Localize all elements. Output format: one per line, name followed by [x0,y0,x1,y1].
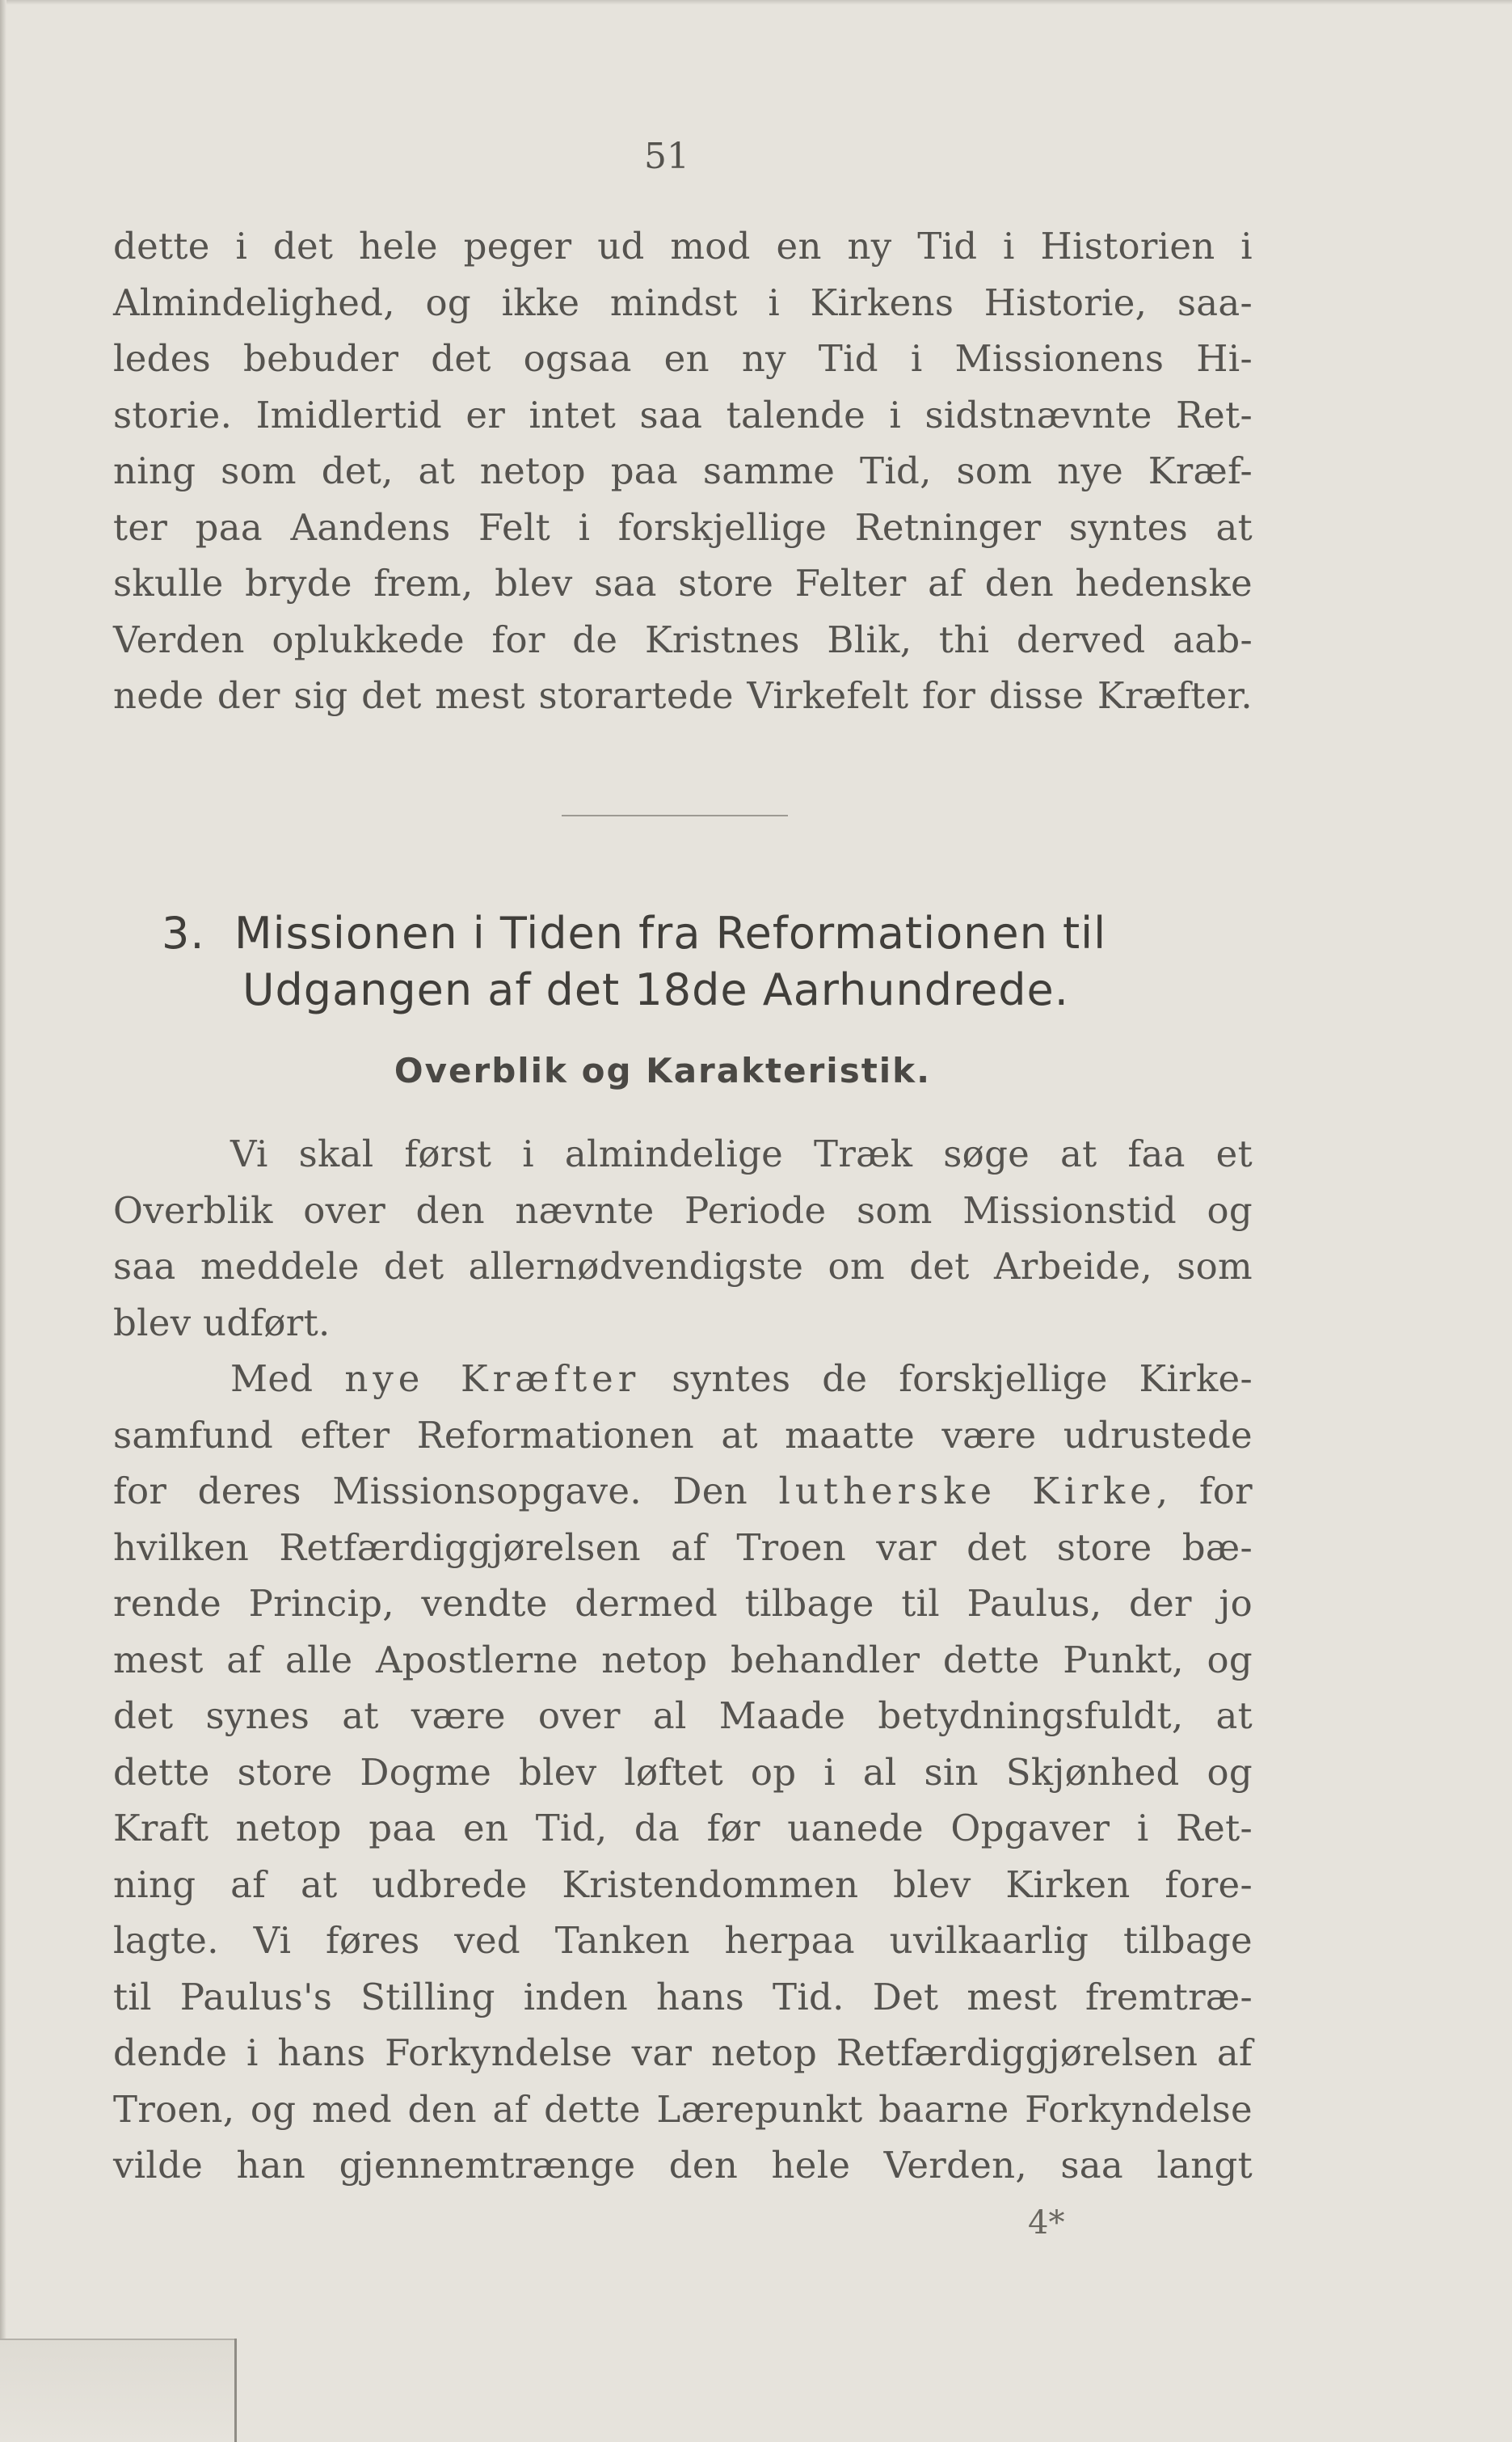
text-line: blev udført. [113,1301,331,1344]
emphasis-text: lutherske Kirke [778,1470,1156,1512]
text-line: til Paulus's Stilling inden hans Tid. Det mest fremtræ- [113,1975,1253,2018]
text-line [113,1351,1253,1407]
paragraph-overview [113,1126,1253,1351]
text-run: Med [230,1357,345,1400]
section-heading [162,905,1277,1019]
page-corner-edge [0,2339,234,2340]
section-title-part-2: Udgangen af det 18de Aarhundrede. [242,964,1069,1015]
text-line: nede der sig det mest storartede Virkefelt for disse Kræfter. [113,674,1253,717]
page-corner-edge-vertical [234,2339,237,2442]
text-run: , for [1156,1470,1253,1512]
text-line: Vi skal først i almindelige Træk søge at faa et [230,1132,1253,1175]
text-line: mest af alle Apostlerne netop behandler dette Punkt, og [113,1638,1253,1681]
text-line: hvilken Retfærdiggjørelsen af Troen var det store bæ- [113,1525,1253,1569]
text-run: syntes de forskjellige Kirke- [640,1357,1253,1400]
section-number: 3. [162,908,205,959]
text-line: samfund efter Reformationen at maatte være udrustede [113,1413,1253,1457]
text-line: ning som det, at netop paa samme Tid, som nye Kræf- [113,449,1253,492]
section-subheading: Overblik og Karakteristik. [394,1051,932,1090]
text-line: Verden oplukkede for de Kristnes Blik, thi derved aab- [113,618,1253,661]
text-line: Kraft netop paa en Tid, da før uanede Opgaver i Ret- [113,1807,1253,1849]
text-line: Overblik over den nævnte Periode som Missionstid og [113,1188,1253,1232]
text-line: vilde han gjennemtrænge den hele Verden, saa langt [113,2144,1253,2187]
text-line: storie. Imidlertid er intet saa talende i sidstnævnte Ret- [113,393,1253,437]
paragraph-lutheran-church [113,1351,1253,2194]
text-line: dette i det hele peger ud mod en ny Tid i Historien i [113,225,1253,268]
page-edge-top [0,0,1512,5]
text-line: saa meddele det allernødvendigste om det Arbeide, som [113,1245,1253,1288]
text-line: det synes at være over al Maade betydningsfuldt, at [113,1694,1253,1737]
signature-mark: 4* [1028,2204,1065,2242]
page-number: 51 [644,136,689,177]
text-line: ter paa Aandens Felt i forskjellige Retninger syntes at [113,505,1253,549]
text-line: dette store Dogme blev løftet op i al sin Skjønhed og [113,1750,1253,1794]
text-line [113,1463,1253,1520]
text-line: lagte. Vi føres ved Tanken herpaa uvilkaarlig tilbage [113,1919,1253,1962]
text-line: Almindelighed, og ikke mindst i Kirkens Historie, saa- [113,280,1253,324]
intro-paragraph [113,218,1253,724]
section-divider [562,815,788,816]
text-line: ledes bebuder det ogsaa en ny Tid i Missionens Hi- [113,337,1253,380]
page-corner-shadow [0,2340,234,2442]
page-edge-left [0,0,6,2442]
text-line: Troen, og med den af dette Lærepunkt baarne Forkyndelse [113,2087,1253,2131]
section-heading-line-1 [162,905,1277,962]
text-run: for deres Missionsopgave. Den [113,1470,779,1512]
text-line: dende i hans Forkyndelse var netop Retfærdiggjørelsen af [113,2031,1253,2074]
text-line: skulle bryde frem, blev saa store Felter af den hedenske [113,562,1253,605]
text-line: ning af at udbrede Kristendommen blev Kirken fore- [113,1862,1253,1906]
text-line: rende Princip, vendte dermed tilbage til Paulus, der jo [113,1582,1253,1625]
section-title-part-1: Missionen i Tiden fra Reformationen til [234,908,1107,959]
emphasis-text: nye Kræfter [344,1357,641,1400]
